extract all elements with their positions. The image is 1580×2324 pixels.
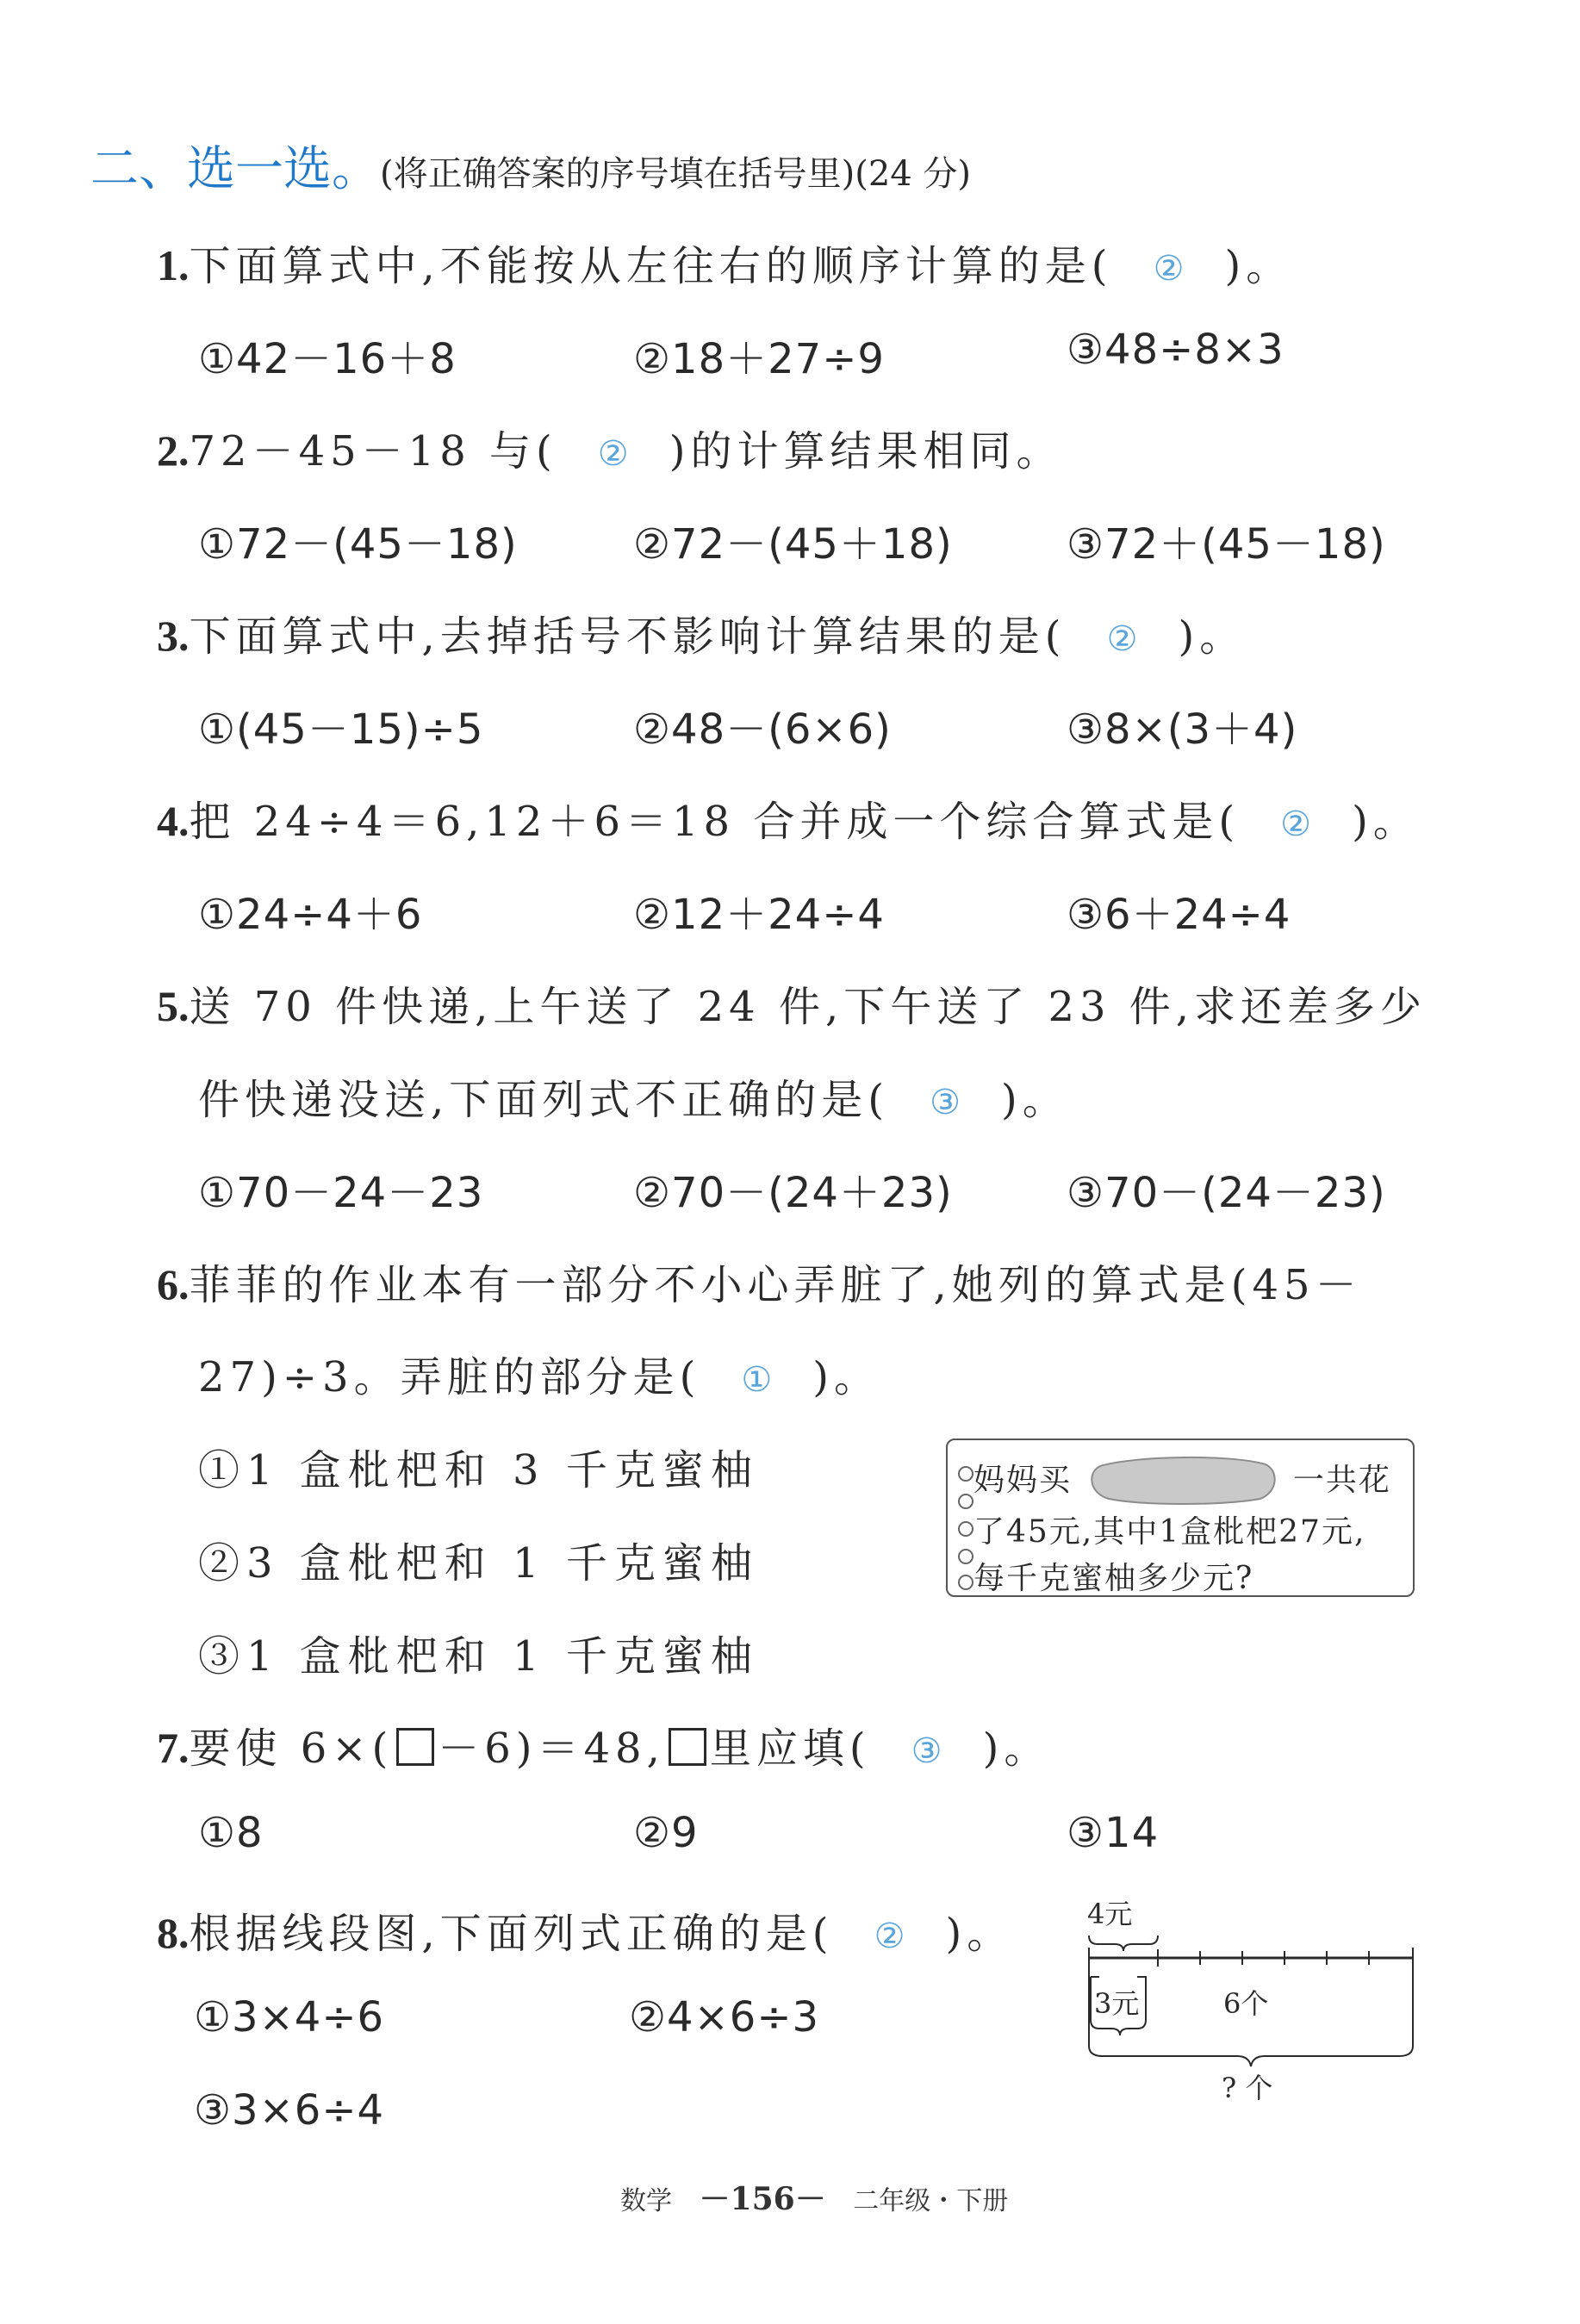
binder-hole: [958, 1549, 974, 1564]
answer-blank[interactable]: ①: [741, 1360, 773, 1400]
question-stem-line1: 送 70 件快递,上午送了 24 件,下午送了 23 件,求还差多少: [189, 983, 1428, 1031]
section-title-text: 二、选一选。: [90, 141, 380, 197]
option-5-2[interactable]: ②70－(24＋23): [633, 1169, 953, 1217]
brace-bottom: [1089, 2046, 1413, 2066]
smudge-blot: [1083, 1454, 1281, 1506]
label-bottom: ? 个: [1222, 2072, 1273, 2104]
answer-blank[interactable]: ②: [1280, 805, 1311, 844]
option-5-3[interactable]: ③70－(24－23): [1067, 1169, 1386, 1217]
option-1-3[interactable]: ③48÷8×3: [1067, 326, 1285, 374]
answer-blank[interactable]: ③: [930, 1083, 961, 1122]
question-number: 2.: [157, 426, 190, 475]
question-1: [157, 233, 1292, 292]
question-number: 1.: [157, 241, 190, 289]
question-number: 8.: [157, 1909, 190, 1957]
question-6: [157, 1252, 1362, 1311]
note-line-2: 了45元,其中1盒枇杷27元,: [974, 1514, 1366, 1550]
section-note: (将正确答案的序号填在括号里)(24 分): [380, 154, 972, 194]
option-7-1[interactable]: ①8: [198, 1809, 264, 1857]
question-stem: －6)＝48,: [438, 1724, 665, 1773]
question-number: 5.: [157, 982, 190, 1030]
question-8: [157, 1900, 1013, 1960]
option-6-1[interactable]: ①1 盒枇杷和 3 千克蜜柚: [198, 1446, 759, 1494]
option-6-2[interactable]: ②3 盒枇杷和 1 千克蜜柚: [198, 1539, 759, 1588]
question-stem: 根据线段图,下面列式正确的是(: [189, 1910, 834, 1958]
answer-blank[interactable]: ③: [911, 1731, 942, 1771]
answer-blank[interactable]: ②: [1153, 249, 1185, 289]
binder-hole: [958, 1466, 974, 1482]
question-stem: 件快递没送,下面列式不正确的是(: [198, 1076, 889, 1124]
option-2-1[interactable]: ①72－(45－18): [198, 520, 518, 569]
note-line-3: 每千克蜜柚多少元?: [974, 1561, 1254, 1596]
option-8-2[interactable]: ②4×6÷3: [629, 1993, 820, 2041]
question-3: [157, 603, 1246, 662]
binder-hole: [958, 1521, 974, 1537]
question-number: 7.: [157, 1724, 190, 1772]
option-1-1[interactable]: ①42－16＋8: [198, 335, 457, 383]
question-5-line2: [198, 1066, 1069, 1126]
question-4: [157, 788, 1420, 848]
label-top: 4元: [1087, 1898, 1133, 1930]
option-4-1[interactable]: ①24÷4＋6: [198, 891, 423, 939]
footer-grade: 二年级・下册: [853, 2186, 1009, 2216]
brace-top: [1089, 1936, 1158, 1951]
option-6-3[interactable]: ③1 盒枇杷和 1 千克蜜柚: [198, 1632, 759, 1681]
page-number: －156－: [699, 2181, 826, 2217]
square-placeholder: [669, 1728, 706, 1766]
question-6-line2: [198, 1344, 880, 1403]
option-1-2[interactable]: ②18＋27÷9: [633, 335, 885, 383]
option-5-1[interactable]: ①70－24－23: [198, 1169, 484, 1217]
question-stem: 下面算式中,去掉括号不影响计算结果的是(: [189, 612, 1067, 661]
option-2-3[interactable]: ③72＋(45－18): [1067, 520, 1386, 569]
square-placeholder: [396, 1728, 434, 1766]
question-number: 3.: [157, 612, 190, 660]
answer-blank[interactable]: ②: [874, 1917, 905, 1956]
section-title: [90, 131, 971, 200]
question-stem-end: )。: [1178, 612, 1247, 661]
note-line-1: [974, 1454, 1391, 1506]
option-4-2[interactable]: ②12＋24÷4: [633, 891, 885, 939]
binder-hole: [958, 1494, 974, 1509]
option-4-3[interactable]: ③6＋24÷4: [1067, 891, 1291, 939]
question-stem: 把 24÷4＝6,12＋6＝18 合并成一个综合算式是(: [189, 798, 1241, 846]
option-3-3[interactable]: ③8×(3＋4): [1067, 705, 1298, 754]
answer-blank[interactable]: ②: [1106, 619, 1138, 659]
label-mid: 6个: [1223, 1987, 1269, 2020]
answer-blank[interactable]: ②: [597, 434, 629, 474]
question-2: [157, 418, 1062, 477]
note-text: 一共花: [1292, 1463, 1391, 1498]
option-3-2[interactable]: ②48－(6×6): [633, 705, 892, 754]
binder-hole: [958, 1575, 974, 1590]
question-stem: 要使 6×(: [189, 1724, 394, 1773]
question-stem-end: )。: [812, 1353, 881, 1401]
page-footer: [620, 2175, 1008, 2219]
note-text: 妈妈买: [974, 1463, 1073, 1498]
option-2-2[interactable]: ②72－(45＋18): [633, 520, 953, 569]
option-8-3[interactable]: ③3×6÷4: [194, 2086, 385, 2134]
question-stem-end: )的计算结果相同。: [669, 427, 1063, 475]
question-5: [157, 973, 1427, 1033]
question-stem-end: )。: [982, 1724, 1051, 1773]
footer-subject: 数学: [620, 2186, 672, 2216]
question-stem: 72－45－18 与(: [189, 427, 557, 475]
label-left: 3元: [1094, 1987, 1140, 2020]
option-3-1[interactable]: ①(45－15)÷5: [198, 705, 484, 754]
question-stem: 27)÷3。弄脏的部分是(: [198, 1353, 701, 1401]
option-8-1[interactable]: ①3×4÷6: [194, 1993, 385, 2041]
option-7-3[interactable]: ③14: [1067, 1809, 1160, 1857]
question-stem: 里应填(: [709, 1724, 871, 1773]
question-stem: 下面算式中,不能按从左往右的顺序计算的是(: [189, 242, 1113, 290]
question-stem-end: )。: [945, 1910, 1014, 1958]
option-7-2[interactable]: ②9: [633, 1809, 699, 1857]
question-stem-end: )。: [1352, 798, 1420, 846]
question-7: [157, 1715, 1050, 1774]
line-segment-diagram: [1077, 1891, 1439, 2115]
question-number: 4.: [157, 797, 190, 845]
question-stem-end: )。: [1224, 242, 1293, 290]
question-stem-line1: 菲菲的作业本有一部分不小心弄脏了,她列的算式是(45－: [189, 1261, 1362, 1309]
question-number: 6.: [157, 1260, 190, 1308]
question-stem-end: )。: [1001, 1076, 1069, 1124]
notebook-card: [946, 1439, 1415, 1597]
